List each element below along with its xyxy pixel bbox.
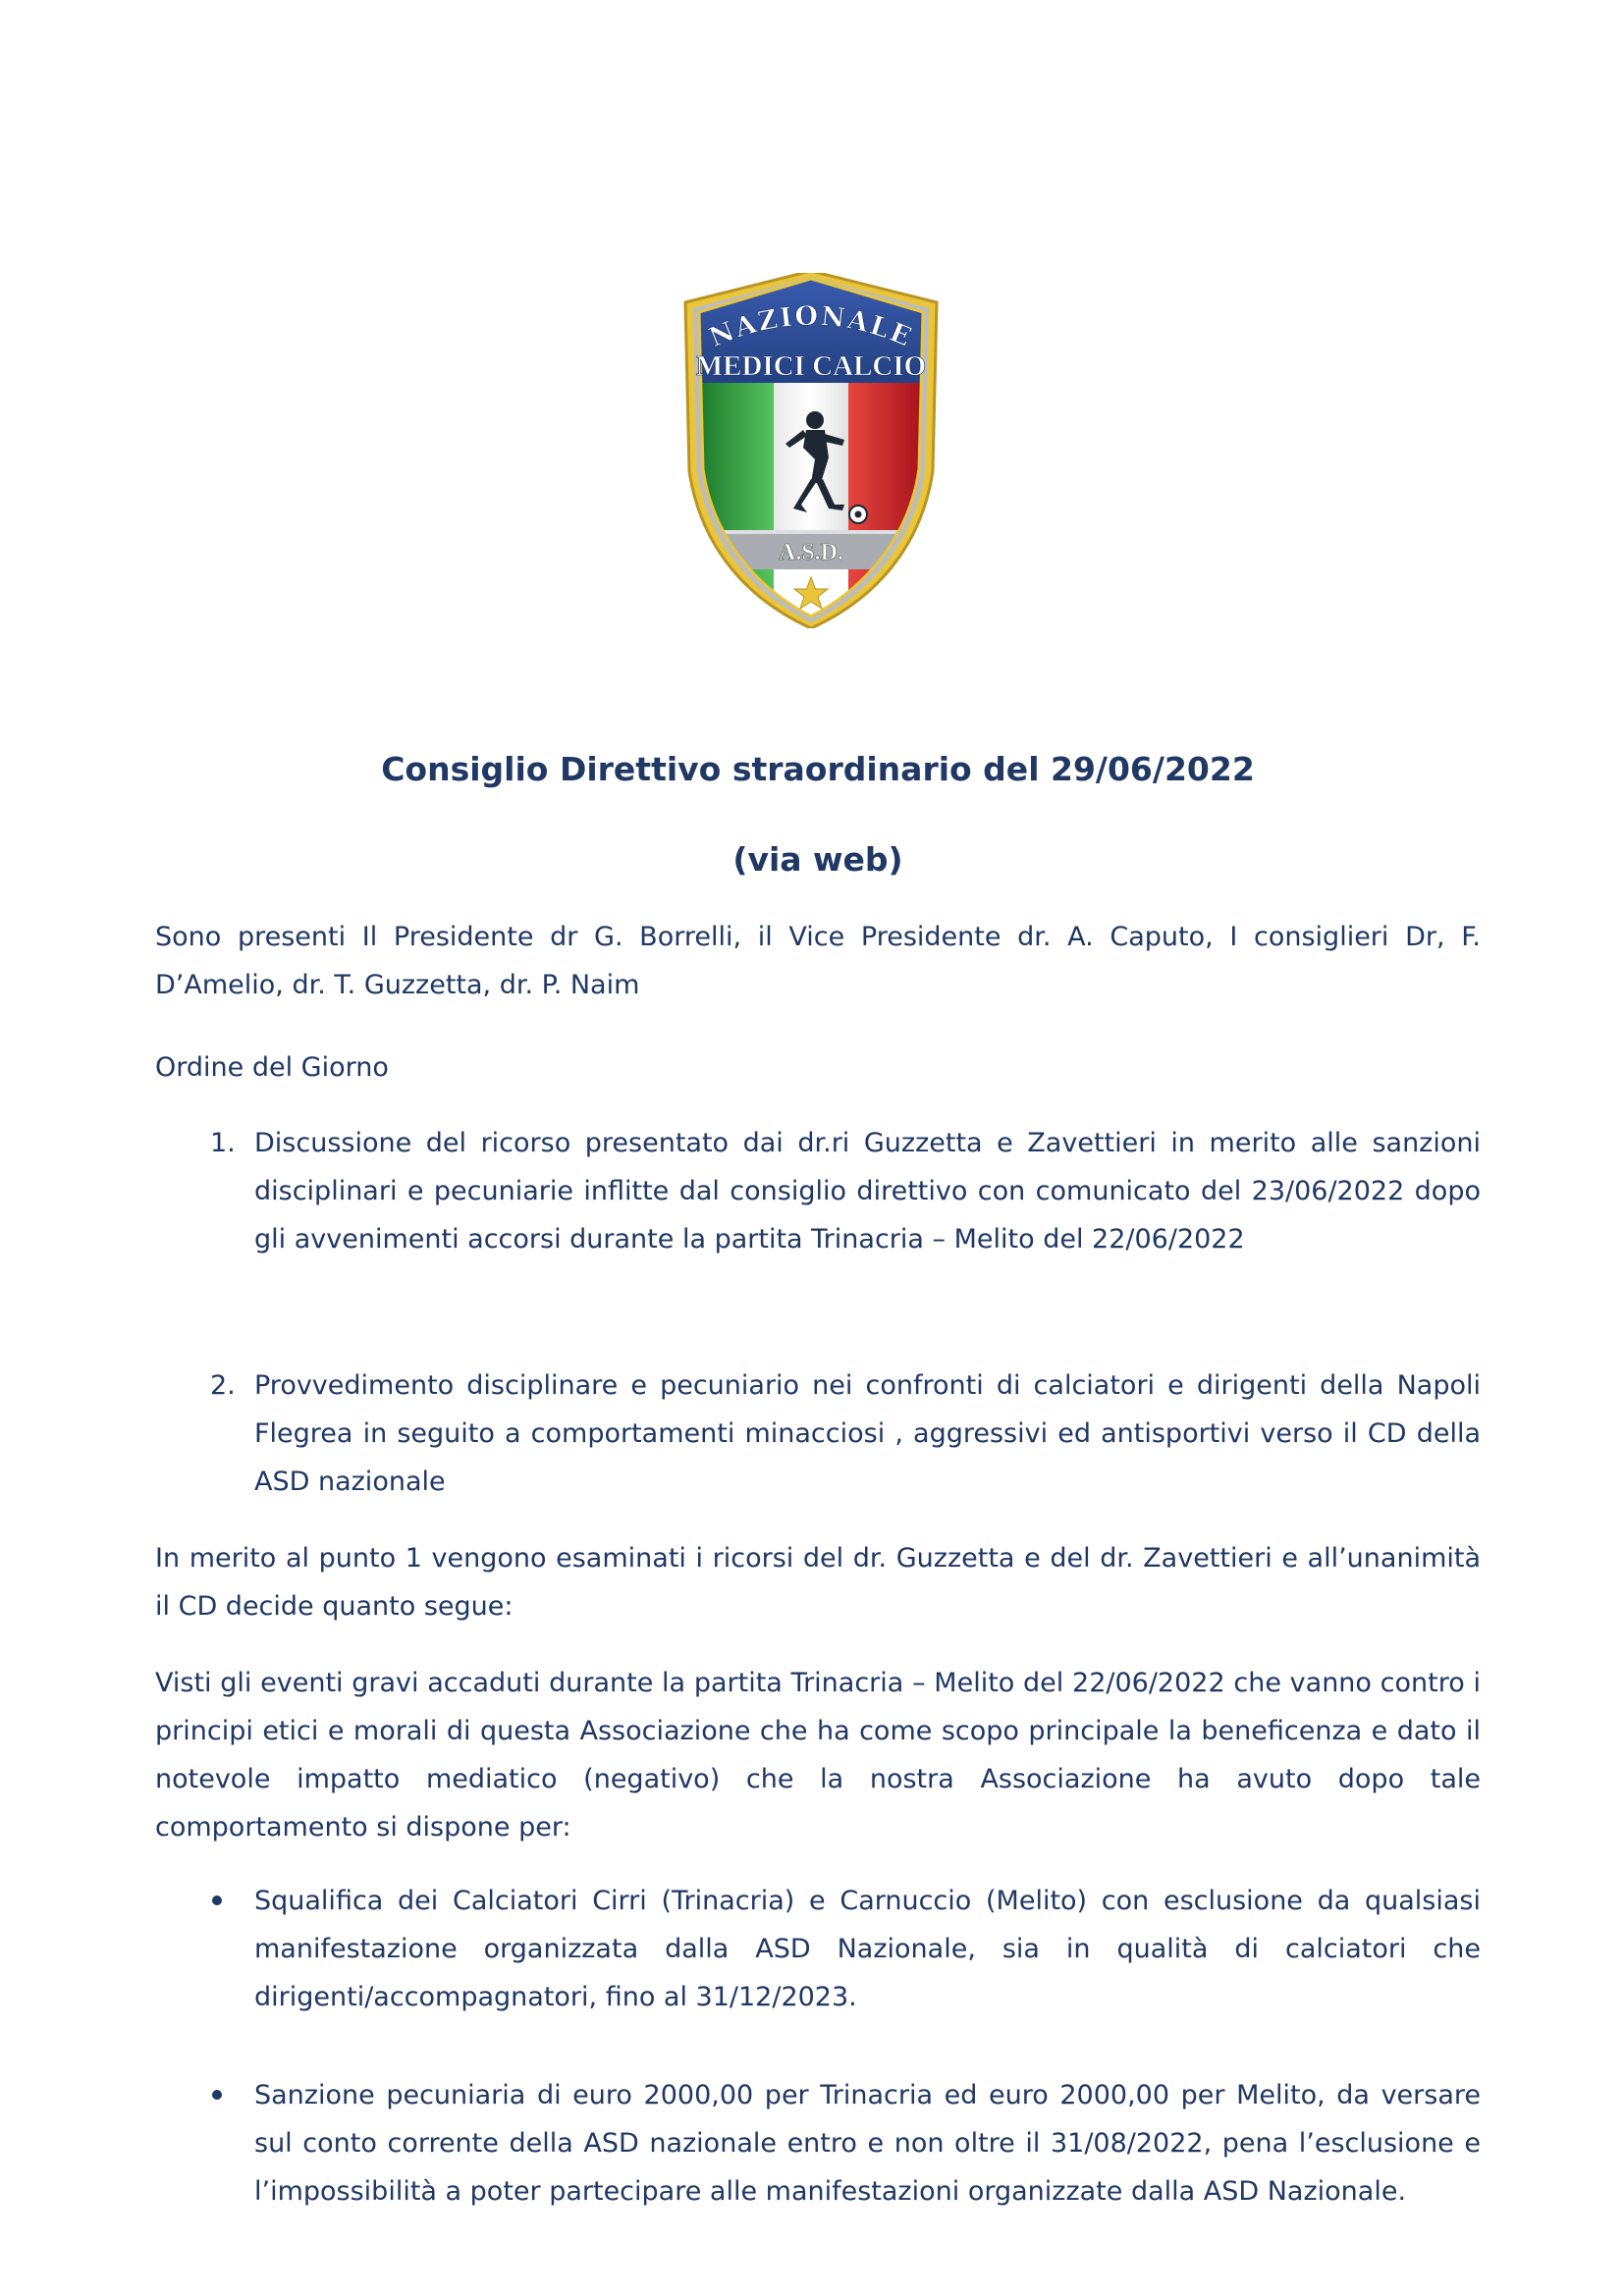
logo-line3: A.S.D. bbox=[778, 540, 844, 565]
agenda-item-number: 2. bbox=[210, 1370, 236, 1401]
document-title: Consiglio Direttivo straordinario del 29/06/2022 bbox=[381, 750, 1255, 788]
agenda-item bbox=[155, 1362, 1481, 1506]
point1-intro-paragraph: In merito al punto 1 vengono esaminati i ricorsi del dr. Guzzetta e del dr. Zavettieri e all’unanimità il CD decide quanto segue: bbox=[155, 1543, 1481, 1622]
agenda-item-text: Provvedimento disciplinare e pecuniario nei confronti di calciatori e dirigenti della Napoli Flegrea in seguito a comportamenti minacciosi , aggressivi ed antisportivi verso il CD della ASD nazionale bbox=[254, 1370, 1481, 1497]
decision-bullet-item bbox=[155, 1877, 1481, 2021]
agenda-item-text: Discussione del ricorso presentato dai dr.ri Guzzetta e Zavettieri in merito alle sanzioni disciplinari e pecuniarie inflitte dal consiglio direttivo con comunicato del 23/06/2022 dopo gli avvenimenti accorsi durante la partita Trinacria – Melito del 22/06/2022 bbox=[254, 1128, 1481, 1255]
soccer-ball-icon bbox=[849, 506, 867, 523]
nazionale-medici-calcio-logo bbox=[677, 273, 945, 628]
agenda-item-number: 1. bbox=[210, 1128, 236, 1158]
agenda-item bbox=[155, 1119, 1481, 1263]
bullet-icon bbox=[212, 1896, 222, 1905]
agenda-heading: Ordine del Giorno bbox=[155, 1052, 389, 1083]
attendees-paragraph: Sono presenti Il Presidente dr G. Borrelli, il Vice Presidente dr. A. Caputo, I consiglieri Dr, F. D’Amelio, dr. T. Guzzetta, dr. P. Naim bbox=[155, 922, 1481, 1000]
logo-line1: NAZIONALE bbox=[704, 300, 918, 354]
reasoning-paragraph: Visti gli eventi gravi accaduti durante la partita Trinacria – Melito del 22/06/2022 che vanno contro i principi etici e morali di questa Associazione che ha come scopo principale la beneficenza e dato il notevole impatto mediatico (negativo) che la nostra Associazione ha avuto dopo tale comportamento si dispone per: bbox=[155, 1668, 1481, 1842]
decision-text: Sanzione pecuniaria di euro 2000,00 per Trinacria ed euro 2000,00 per Melito, da versare sul conto corrente della ASD nazionale entro e non oltre il 31/08/2022, pena l’esclusione e l’impossibilità a poter partecipare alle manifestazioni organizzate dalla ASD Nazionale. bbox=[254, 2080, 1481, 2207]
decision-text: Squalifica dei Calciatori Cirri (Trinacria) e Carnuccio (Melito) con esclusione da qualsiasi manifestazione organizzata dalla ASD Nazionale, sia in qualità di calciatori che dirigenti/accompagnatori, fino al 31/12/2023. bbox=[254, 1886, 1481, 2012]
logo-line2: MEDICI CALCIO bbox=[695, 350, 927, 382]
decision-bullet-item bbox=[155, 2071, 1481, 2216]
document-subtitle: (via web) bbox=[732, 840, 903, 879]
bullet-icon bbox=[212, 2090, 222, 2100]
